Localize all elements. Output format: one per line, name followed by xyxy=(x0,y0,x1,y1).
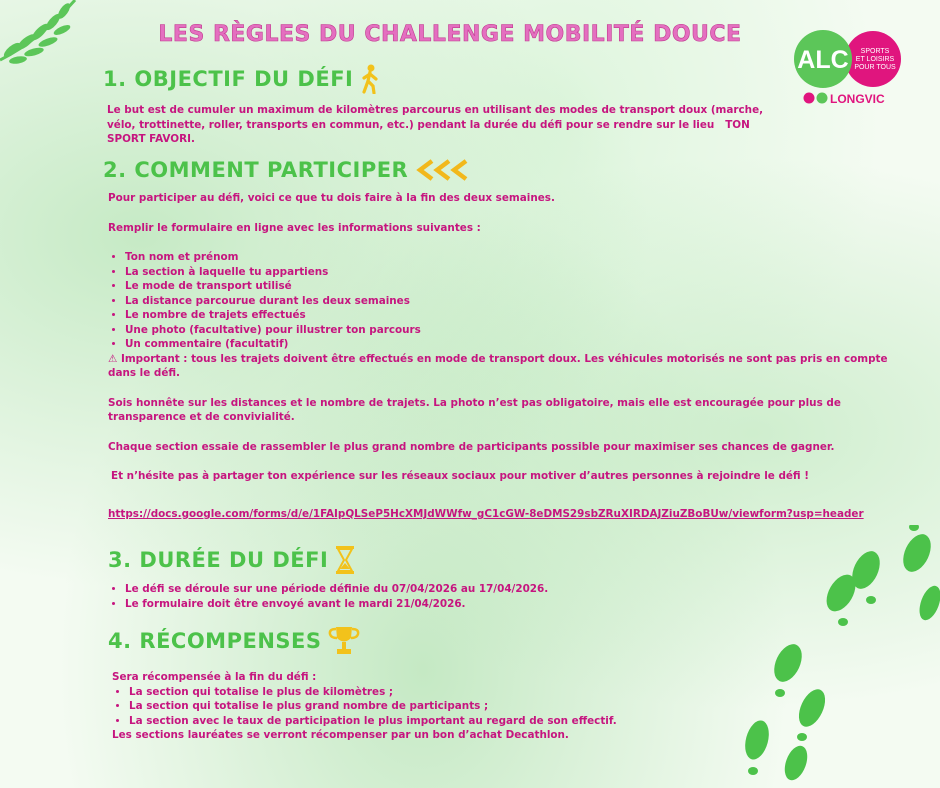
logo-initials: ALC xyxy=(797,46,849,74)
honesty-note: Sois honnête sur les distances et le nombre de trajets. La photo n’est pas obligatoire, mais elle est encouragée pour plus de transparence et de convivialité. xyxy=(108,396,841,423)
warning-note: ⚠ Important : tous les trajets doivent être effectués en mode de transport doux. Les véhicules motorisés ne sont pas pris en compte dans le défi. xyxy=(108,352,888,379)
share-note: Et n’hésite pas à partager ton expérience sur les réseaux sociaux pour motiver d’autres personnes à rejoindre le défi ! xyxy=(111,470,809,482)
section2-intro: Pour participer au défi, voici ce que tu dois faire à la fin des deux semaines. xyxy=(108,192,555,204)
logo-city: LONGVIC xyxy=(830,92,885,106)
list-item: • La section à laquelle tu appartiens xyxy=(125,265,898,280)
list-item: • Ton nom et prénom xyxy=(125,250,898,265)
logo xyxy=(790,28,905,108)
section4-outro: Les sections lauréates se verront récompenser par un bon d’achat Decathlon. xyxy=(112,729,569,741)
section2-heading: 2. COMMENT PARTICIPER xyxy=(103,158,476,182)
list-item: • Le mode de transport utilisé xyxy=(125,279,898,294)
list-item: • Le défi se déroule sur une période définie du 07/04/2026 au 17/04/2026. xyxy=(125,582,808,597)
list-item: • Le nombre de trajets effectués xyxy=(125,308,898,323)
team-note: Chaque section essaie de rassembler le plus grand nombre de participants possible pour maximiser ses chances de gagner. xyxy=(108,440,835,453)
form-link[interactable]: https://docs.google.com/forms/d/e/1FAIpQLSeP5HcXMJdWWfw_gC1cGW-8eDMS29sbZRuXIRDAJZiuZBoBUw/viewform?usp=header xyxy=(108,508,864,520)
trophy-icon xyxy=(327,625,361,657)
warning-icon: ⚠ xyxy=(108,352,118,365)
list-item: • La section qui totalise le plus de kilomètres ; xyxy=(129,685,812,700)
svg-text:POUR TOUS: POUR TOUS xyxy=(854,64,896,71)
list-item: • Une photo (facultative) pour illustrer ton parcours xyxy=(125,323,898,338)
rewards-list xyxy=(112,685,812,729)
list-item: • La section avec le taux de participation le plus important au regard de son effectif. xyxy=(129,714,812,729)
chevrons-left-icon xyxy=(414,159,476,181)
section1-heading: 1. OBJECTIF DU DÉFI xyxy=(103,64,381,94)
footprints-decoration xyxy=(735,525,940,788)
page-title: LES RÈGLES DU CHALLENGE MOBILITÉ DOUCE xyxy=(158,22,742,47)
list-item: • La section qui totalise le plus grand nombre de participants ; xyxy=(129,699,812,714)
section4-intro: Sera récompensée à la fin du défi : xyxy=(112,671,317,683)
section2-body xyxy=(108,191,898,484)
section3-heading: 3. DURÉE DU DÉFI xyxy=(108,545,356,575)
list-item: • Le formulaire doit être envoyé avant le mardi 21/04/2026. xyxy=(125,597,808,612)
section2-form-intro: Remplir le formulaire en ligne avec les informations suivantes : xyxy=(108,221,481,234)
walking-person-icon xyxy=(359,64,381,94)
list-item: • La distance parcourue durant les deux semaines xyxy=(125,294,898,309)
svg-text:SPORTS: SPORTS xyxy=(860,48,890,55)
section1-text: Le but est de cumuler un maximum de kilomètres parcourus en utilisant des modes de transport doux (marche, vélo, trottinette, roller, transports en commun, etc.) pendant la durée du défi pour se rendre sur le lieu TON SPORT FAVORI. xyxy=(107,104,764,145)
section4-body xyxy=(112,670,812,743)
list-item: • Un commentaire (facultatif) xyxy=(125,337,898,352)
duration-list xyxy=(108,582,808,611)
section4-heading: 4. RÉCOMPENSES xyxy=(108,625,361,657)
section3-body xyxy=(108,582,808,611)
form-fields-list xyxy=(108,250,898,352)
svg-text:ET LOISIRS: ET LOISIRS xyxy=(855,56,895,63)
favorite-sport-emphasis: TON SPORT FAVORI. xyxy=(107,118,750,145)
hourglass-icon xyxy=(334,545,356,575)
